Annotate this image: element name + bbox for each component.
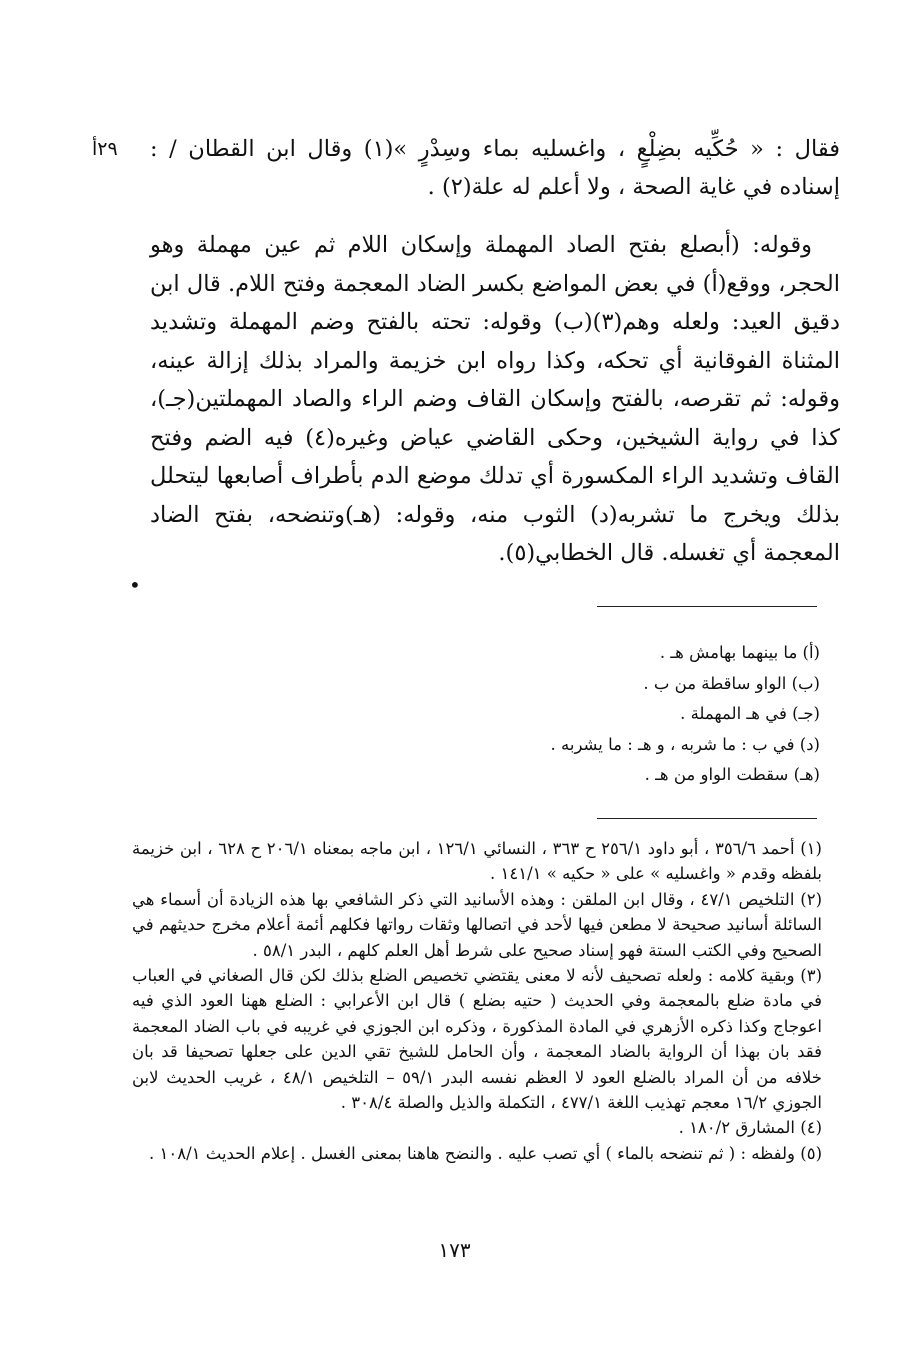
variant-note: (جـ) في هـ المهملة . [680,704,820,723]
footnote: (٣) وبقية كلامه : ولعله تصحيف لأنه لا معنى يقتضي تخصيص الضلع بذلك لكن قال الصغاني في العباب في مادة ضلع بالمعجمة وفي الحديث ( حتيه بضلع ) قال ابن الأعرابي : الضلع ههنا العود الذي فيه اعوجاج وكذا ذكره الأزهري في المادة المذكورة ، وذكره ابن الجوزي في غريبه في باب الضاد المعجمة فقد بان بهذا أن الرواية بالضاد المعجمة ، وأن الحامل للشيخ تقي الدين على جعلها تصحيفا قد بان خلافه من أن المراد بالضلع العود لا العظم نفسه البدر ٥٩/١ – التلخيص ٤٨/١ ، غريب الحديث لابن الجوزي ١٦/٢ معجم تهذيب اللغة ٤٧٧/١ ، التكملة والذيل والصلة ٣٠٨/٤ . [132,966,822,1113]
variant-note: (هـ) سقطت الواو من هـ . [644,765,820,784]
footnote-divider-top [597,606,817,607]
margin-folio-reference: ٢٩أ [92,138,118,160]
footnote: (٥) ولفظه : ( ثم تنضحه بالماء ) أي تصب عليه . والنضح هاهنا بمعنى الغسل . إعلام الحديث ١٠٨/١ . [149,1143,822,1163]
footnote-divider-bottom [597,818,817,819]
margin-dot: • [129,573,141,597]
footnote: (٤) المشارق ١٨٠/٢ . [678,1118,822,1138]
page-number: ١٧٣ [438,1238,471,1262]
variant-note: (ب) الواو ساقطة من ب . [643,673,820,693]
footnote: (١) أحمد ٣٥٦/٦ ، أبو داود ٢٥٦/١ ح ٣٦٣ ، النسائي ١٢٦/١ ، ابن ماجه بمعناه ٢٠٦/١ ح ٦٢٨ ، ابن خزيمة بلفظه وقدم « واغسليه » على « حكيه » ١٤١/١ . [132,839,822,884]
numbered-footnotes [132,836,822,1166]
main-text-body [150,130,840,573]
variant-notes [300,638,820,791]
footnote: (٢) التلخيص ٤٧/١ ، وقال ابن الملقن : وهذه الأسانيد التي ذكر الشافعي بها هذه الزيادة أن أسماء هي السائلة أسانيد صحيحة لا مطعن فيها لأحد في اتصالها وثقات رواتها فكلهم أئمة أعلام مخرج حديثهم في الصحيح وفي الكتب الستة فهو إسناد صحيح على شرط أهل العلم كلهم ، البدر ٥٨/١ . [132,889,822,960]
variant-note: (د) في ب : ما شربه ، و هـ : ما يشربه . [550,734,820,754]
main-paragraph-1: فقال : « حُكِّيه بضِلْعٍ ، واغسليه بماء وسِدْرٍ »(١) وقال ابن القطان / : إسناده في غاية الصحة ، ولا أعلم له علة(٢) . [150,136,840,200]
main-paragraph-2: وقوله: (أبصلع بفتح الصاد المهملة وإسكان اللام ثم عين مهملة وهو الحجر، ووقع(أ) في بعض المواضع بكسر الضاد المعجمة وفتح اللام. قال ابن دقيق العيد: ولعله وهم(٣)(ب) وقوله: تحته بالفتح وضم المهملة وتشديد المثناة الفوقانية أي تحكه، وكذا رواه ابن خزيمة والمراد بذلك إزالة عينه، وقوله: ثم تقرصه، بالفتح وإسكان القاف وضم الراء والصاد المهملتين(جـ)، كذا في رواية الشيخين، وحكى القاضي عياض وغيره(٤) فيه الضم وفتح القاف وتشديد الراء المكسورة أي تدلك موضع الدم بأطراف أصابعها ليتحلل بذلك ويخرج ما تشربه(د) الثوب منه، وقوله: (هـ)وتنضحه، بفتح الضاد المعجمة أي تغسله. قال الخطابي(٥). [150,232,841,566]
variant-note: (أ) ما بينهما بهامش هـ . [659,643,820,662]
